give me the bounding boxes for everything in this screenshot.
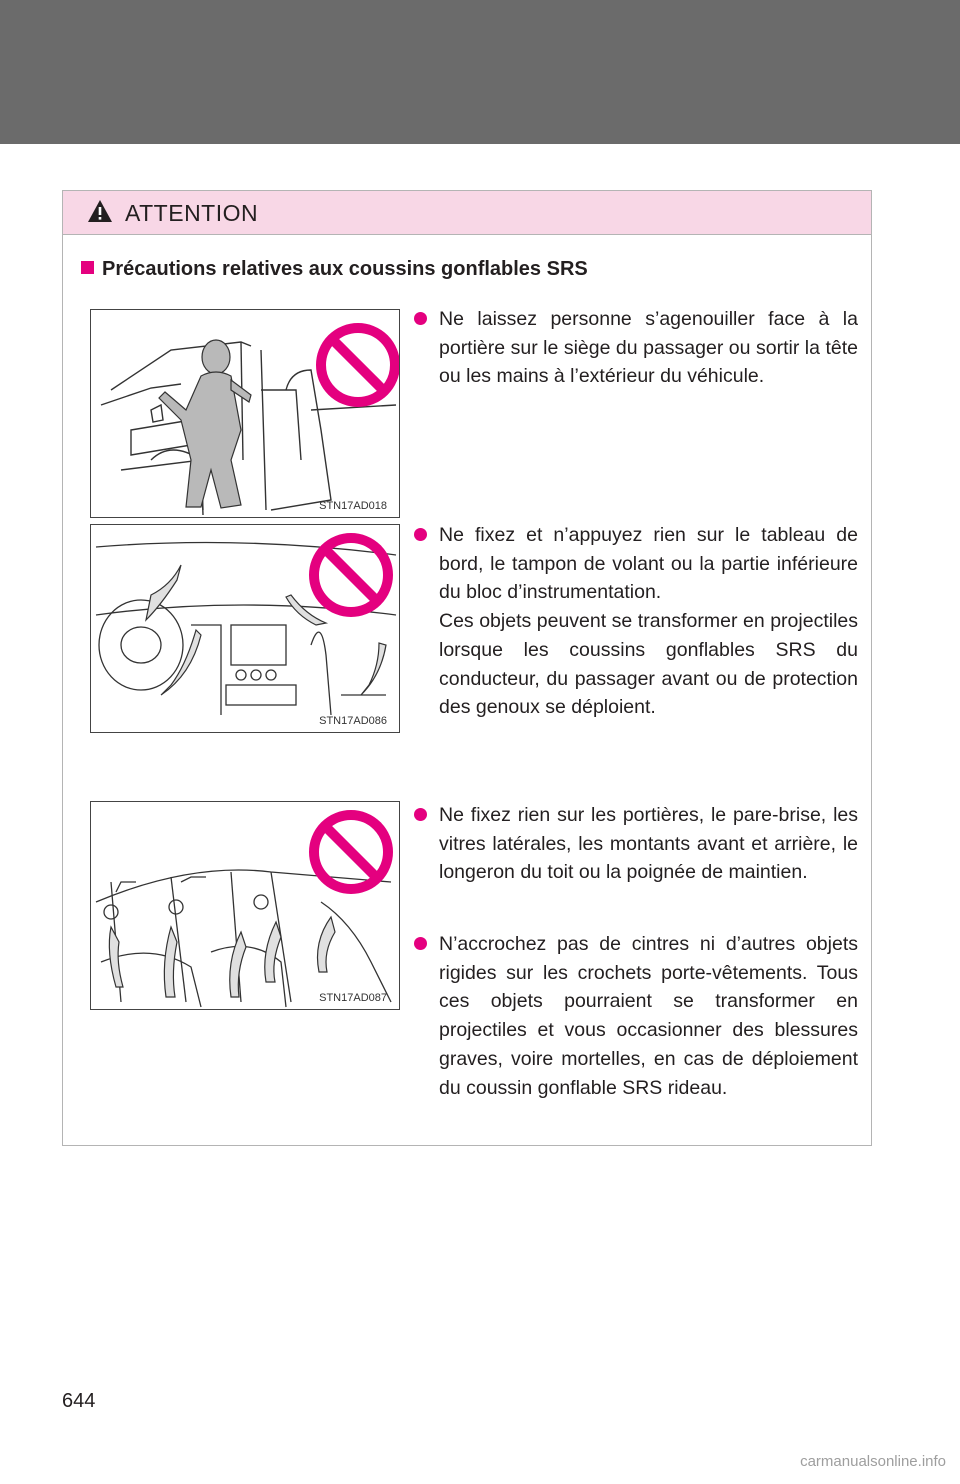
figure-code: STN17AD018 xyxy=(319,500,387,512)
caution-title: ATTENTION xyxy=(125,200,259,226)
bullet-item xyxy=(414,305,858,391)
bullet-text: Ne fixez et n’appuyez rien sur le tableau de bord, le tampon de volant ou la partie inférieure du bloc d’instrumentation. xyxy=(439,524,858,604)
section-title: Précautions relatives aux coussins gonflables SRS xyxy=(102,258,588,280)
caution-header xyxy=(63,191,871,235)
bullet-dot-icon xyxy=(414,808,427,821)
bullet-text-continued: Ces objets peuvent se transformer en projectiles lorsque les coussins gonflables SRS du conducteur, du passager avant ou de protection des genoux se déploient. xyxy=(439,610,858,719)
prohibition-icon xyxy=(306,530,396,620)
bullet-dot-icon xyxy=(414,312,427,325)
caution-box xyxy=(62,190,872,1146)
bullet-dot-icon xyxy=(414,528,427,541)
bullet-item xyxy=(414,801,858,887)
bullet-item xyxy=(414,930,858,1102)
figure-kneeling-passenger xyxy=(90,309,400,518)
bullet-text: Ne laissez personne s’agenouiller face à la portière sur le siège du passager ou sortir la tête ou les mains à l’extérieur du véhicule. xyxy=(439,308,858,388)
bullet-dot-icon xyxy=(414,937,427,950)
watermark: carmanualsonline.info xyxy=(800,1453,946,1470)
bullet-item xyxy=(414,521,858,722)
bullet-text: N’accrochez pas de cintres ni d’autres objets rigides sur les crochets porte-vêtements. Tous ces objets pourraient se transformer en projectiles et vous occasionner des blessures graves, voire mortelles, en cas de déploiement du coussin gonflable SRS rideau. xyxy=(439,933,858,1099)
section-square-icon xyxy=(81,261,94,274)
prohibition-icon xyxy=(306,807,396,897)
figure-dashboard xyxy=(90,524,400,733)
header-band xyxy=(0,0,960,144)
warning-triangle-icon xyxy=(87,199,113,223)
prohibition-icon xyxy=(313,320,400,410)
figure-code: STN17AD087 xyxy=(319,992,387,1004)
figure-code: STN17AD086 xyxy=(319,715,387,727)
figure-side-interior xyxy=(90,801,400,1010)
bullet-text: Ne fixez rien sur les portières, le pare-brise, les vitres latérales, les montants avant et arrière, le longeron du toit ou la poignée de maintien. xyxy=(439,804,858,884)
section-heading xyxy=(81,257,588,281)
page-number: 644 xyxy=(62,1390,96,1412)
